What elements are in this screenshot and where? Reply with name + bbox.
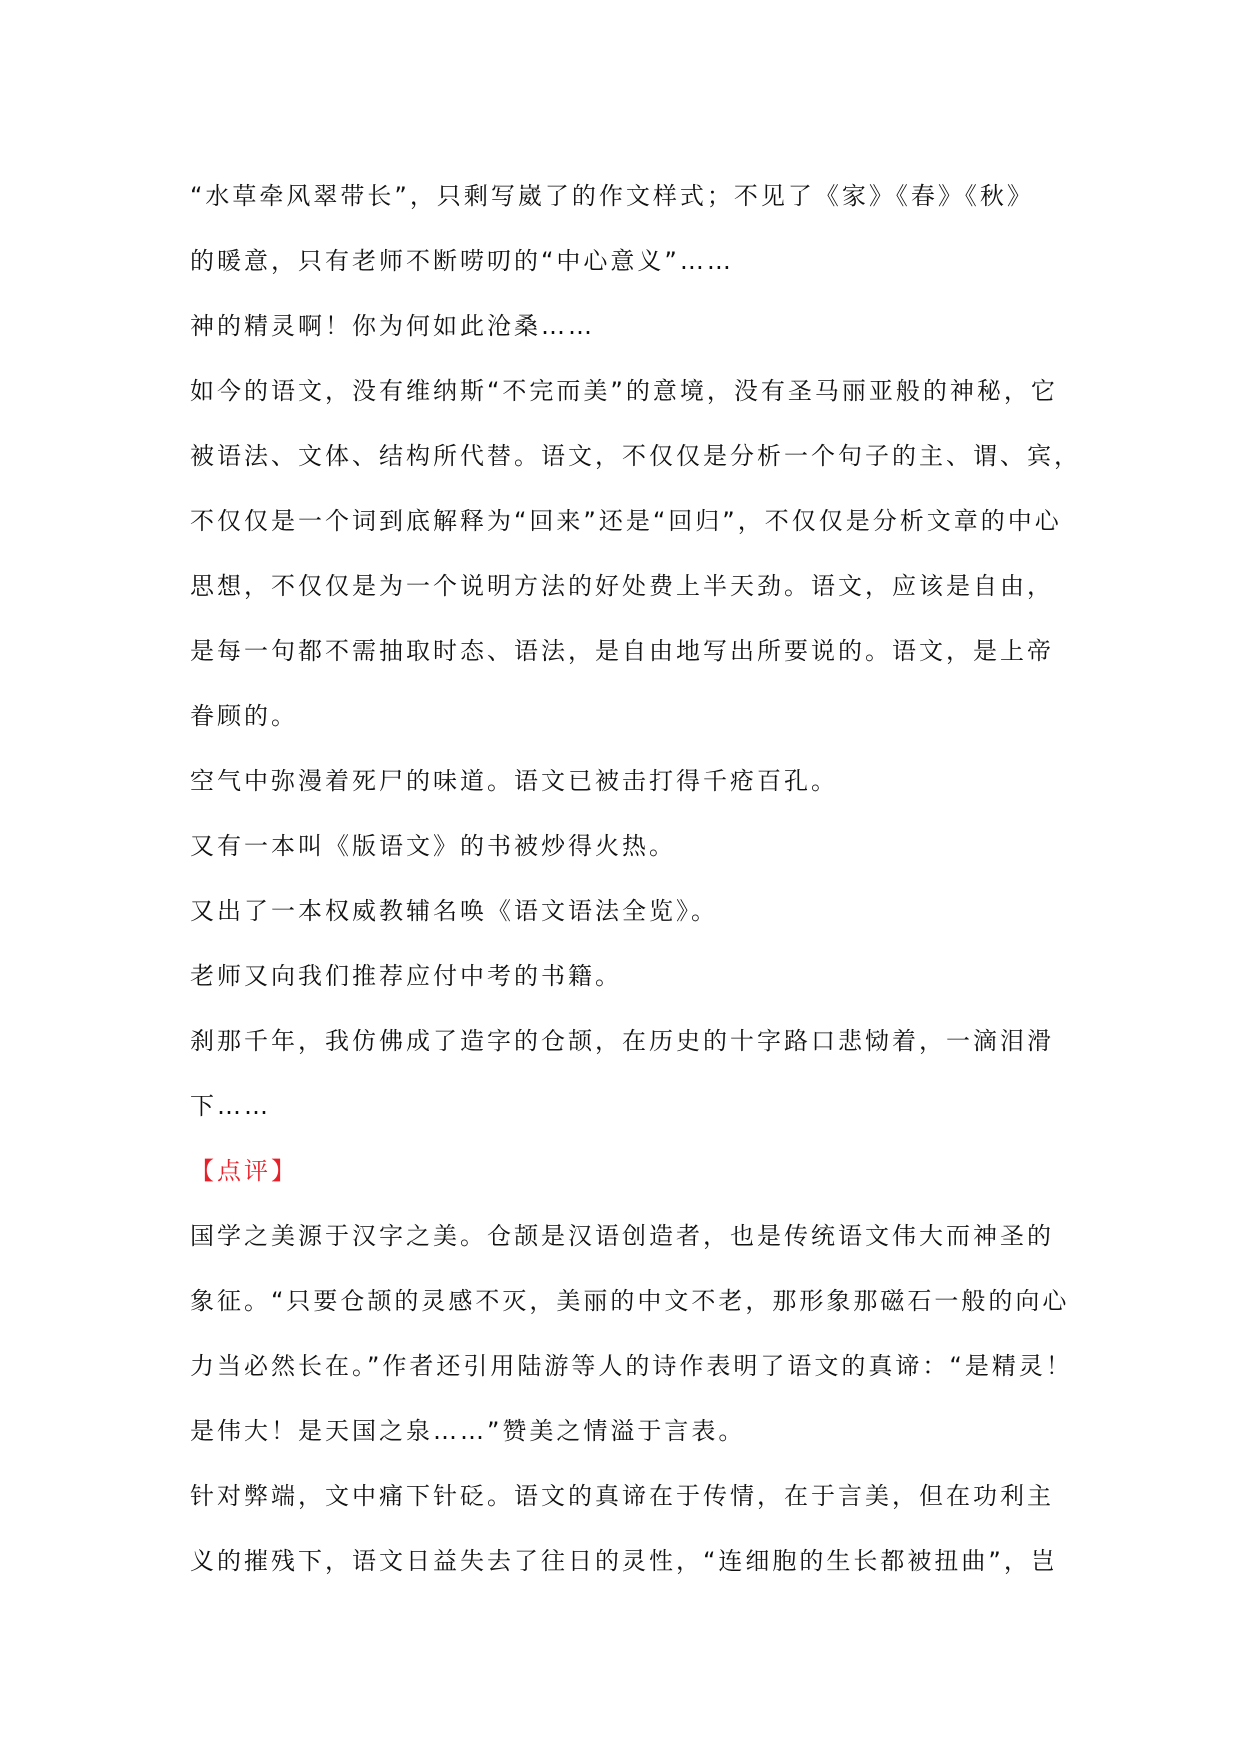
text-line: 的暖意，只有老师不断唠叨的“中心意义”…… xyxy=(190,247,734,275)
document-body xyxy=(190,170,1090,1600)
text-line: 老师又向我们推荐应付中考的书籍。 xyxy=(190,962,622,990)
text-line: 如今的语文，没有维纳斯“不完而美”的意境，没有圣马丽亚般的神秘，它 xyxy=(190,377,1058,405)
text-line: 义的摧残下，语文日益失去了往日的灵性，“连细胞的生长都被扭曲”，岂 xyxy=(190,1547,1058,1575)
review-heading: 【点评】 xyxy=(190,1157,298,1185)
text-line: 眷顾的。 xyxy=(190,702,298,730)
text-line: 不仅仅是一个词到底解释为“回来”还是“回归”，不仅仅是分析文章的中心 xyxy=(190,507,1062,535)
text-line: 是每一句都不需抽取时态、语法，是自由地写出所要说的。语文，是上帝 xyxy=(190,637,1054,665)
text-line: 刹那千年，我仿佛成了造字的仓颉，在历史的十字路口悲恸着，一滴泪滑 xyxy=(190,1027,1054,1055)
text-line: 是伟大！是天国之泉……”赞美之情溢于言表。 xyxy=(190,1417,746,1445)
text-line: 针对弊端，文中痛下针砭。语文的真谛在于传情，在于言美，但在功利主 xyxy=(190,1482,1054,1510)
text-line: 空气中弥漫着死尸的味道。语文已被击打得千疮百孔。 xyxy=(190,767,838,795)
text-line: 被语法、文体、结构所代替。语文，不仅仅是分析一个句子的主、谓、宾， xyxy=(190,442,1081,470)
text-line: 又有一本叫《版语文》的书被炒得火热。 xyxy=(190,832,676,860)
text-line: “水草牵风翠带长”，只剩写崴了的作文样式；不见了《家》《春》《秋》 xyxy=(190,182,1034,210)
text-line: 国学之美源于汉字之美。仓颉是汉语创造者，也是传统语文伟大而神圣的 xyxy=(190,1222,1054,1250)
text-line: 思想，不仅仅是为一个说明方法的好处费上半天劲。语文，应该是自由， xyxy=(190,572,1054,600)
text-line: 神的精灵啊！你为何如此沧桑…… xyxy=(190,312,595,340)
text-line: 下…… xyxy=(190,1092,271,1120)
text-line: 力当必然长在。”作者还引用陆游等人的诗作表明了语文的真谛：“是精灵！ xyxy=(190,1352,1073,1380)
text-line: 象征。“只要仓颉的灵感不灭，美丽的中文不老，那形象那磁石一般的向心 xyxy=(190,1287,1070,1315)
text-line: 又出了一本权威教辅名唤《语文语法全览》。 xyxy=(190,897,718,925)
